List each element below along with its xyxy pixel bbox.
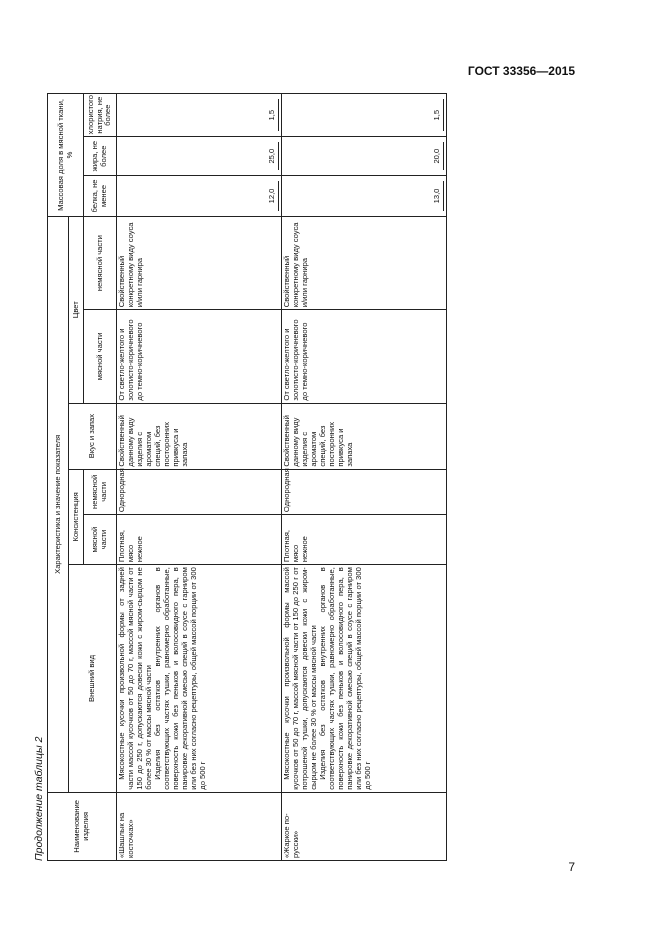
appearance-text-1: Мясокостные кусочки произвольной формы от задней части массой кусочков от 50 до 70 г, массой мясной части от 150 до 250 г, допускаются довески кожи с жиром-сырцом не более 30 % от массы мясной части (117, 567, 153, 790)
salt-cell (117, 94, 282, 137)
header-sodium-chloride: хлористого натрия, не более (84, 94, 117, 137)
header-characteristics: Характеристика и значение показателя (48, 216, 69, 792)
header-taste-smell: Вкус и запах (69, 403, 117, 469)
protein-value: 13,0 (433, 181, 444, 211)
taste-smell-cell: Свойственный данному виду изделия с ароматом специй, без посторонних привкуса и запаха (117, 403, 282, 469)
header-appearance: Внешний вид (69, 565, 117, 793)
header-color-nonmeat: немясной части (84, 216, 117, 309)
table-row (282, 94, 447, 861)
header-fat: жира, не более (84, 137, 117, 176)
appearance-text-2: Изделия без остатков внутренних органов в соответствующих частях тушки, равномерно обработанные, поверхность кожи без пеньков и волосовидного пера, в панировке декоративной смесью специй в соусе с гарниром или без них согласно рецептуры, общей массой порции от 300 до 500 г (317, 567, 372, 790)
consistency-meat-cell: Плотная, мясо нежное (117, 515, 282, 565)
appearance-text-1: Мясокостные кусочки произвольной формы массой кусочков от 50 до 70 г, массой мясной части от 150 до 250 г от потрошеной тушки, допускаются довески кожи с жиром-сырцом не более 30 % от массы мясной части (282, 567, 318, 790)
product-characteristics-table (47, 93, 447, 861)
product-name-cell: «Жаркое по-русски» (282, 792, 447, 860)
header-mass-fraction: Массовая доля в мясной ткани, % (48, 94, 84, 217)
taste-smell-cell: Свойственный данному виду изделия с ароматом специй, без посторонних привкуса и запаха (282, 403, 447, 469)
appearance-text-2: Изделия без остатков внутренних органов в соответствующих частях тушки, равномерно обработанные, поверхность кожи без пеньков и волосовидного пера, в панировке декоративной смесью специй в соусе с гарниром или без них согласно рецептуры, общей массой порции от 300 до 500 г (152, 567, 207, 790)
salt-value: 1,5 (433, 99, 444, 131)
salt-cell (282, 94, 447, 137)
table-row (117, 94, 282, 861)
header-consistency-nonmeat: немясной части (84, 469, 117, 515)
fat-value: 25,0 (268, 142, 279, 170)
color-meat-cell: От светло-желтого и золотисто-коричневого до темно-коричневого (117, 310, 282, 403)
product-name-cell: «Шашлык на косточках» (117, 792, 282, 860)
fat-cell (282, 137, 447, 176)
table-caption: Продолжение таблицы 2 (33, 736, 45, 861)
header-product-name: Наименование изделия (48, 792, 117, 860)
color-meat-cell: От светло-желтого и золотисто-коричневого до темно-коричневого (282, 310, 447, 403)
salt-value: 1,5 (268, 99, 279, 131)
header-protein: белка, не менее (84, 176, 117, 217)
standard-code: ГОСТ 33356—2015 (467, 64, 575, 78)
consistency-nonmeat-cell: Однородная (117, 469, 282, 515)
fat-cell (117, 137, 282, 176)
color-nonmeat-cell: Свойственный конкретному виду соуса и/или гарнира (282, 216, 447, 309)
protein-cell (282, 176, 447, 217)
protein-cell (117, 176, 282, 217)
appearance-cell (117, 565, 282, 793)
fat-value: 20,0 (433, 142, 444, 170)
consistency-meat-cell: Плотная, мясо нежное (282, 515, 447, 565)
color-nonmeat-cell: Свойственный конкретному виду соуса и/или гарнира (117, 216, 282, 309)
header-color: Цвет (69, 216, 84, 403)
rotated-table-region (33, 93, 442, 861)
header-consistency-meat: мясной части (84, 515, 117, 565)
consistency-nonmeat-cell: Однородная (282, 469, 447, 515)
header-consistency: Консистенция (69, 469, 84, 565)
header-color-meat: мясной части (84, 310, 117, 403)
page-number: 7 (568, 860, 575, 874)
appearance-cell (282, 565, 447, 793)
protein-value: 12,0 (268, 181, 279, 211)
